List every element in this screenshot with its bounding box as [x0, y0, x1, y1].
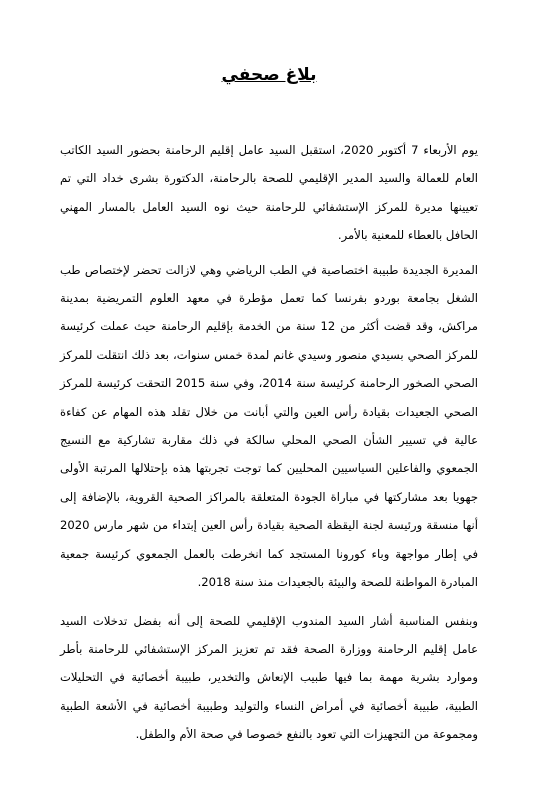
paragraph-biography: المديرة الجديدة طبيبة اختصاصية في الطب الرياضي وهي لازالت تحضر لإختصاص طب الشغل بجامعة بوردو بفرنسا كما تعمل مؤطرة في معهد العلوم التمريضية بمدينة مراكش، وقد قضت أكثر من 12 سنة من الخدمة بإقليم الرحامنة حيث عملت كرئيسة للمركز الصحي بسيدي منصور وسيدي غانم لمدة خمس سنوات، بعد ذلك انتقلت للمركز الصحي الصخور الرحامنة كرئيسة سنة 2014، وفي سنة 2015 التحقت كرئيسة للمركز الصحي الجعيدات بقيادة رأس العين والتي أبانت من خلال تقلد هذه المهام عن كفاءة عالية في تسيير الشأن الصحي المحلي سالكة في ذلك مقاربة تشاركية مع النسيج الجمعوي والفاعلين السياسيين المحليين كما توجت تجربتها هذه بإحتلالها المرتبة الأولى جهويا بعد مشاركتها في مباراة الجودة المتعلقة بالمراكز الصحية القروية، بالإضافة إلى أنها منسقة ورئيسة لجنة اليقظة الصحية بقيادة رأس العين إبتداء من شهر مارس 2020 في إطار مواجهة وباء كورونا المستجد كما انخرطت بالعمل الجمعوي كرئيسة جمعية المبادرة المواطنة للصحة والبيئة بالجعيدات منذ سنة 2018.: [60, 262, 479, 590]
paragraph-reinforcement: وبنفس المناسبة أشار السيد المندوب الإقليمي للصحة إلى أنه بفضل تدخلات السيد عامل إقليم الرحامنة ووزارة الصحة فقد تم تعزيز المركز الإستشفائي للرحامنة بأطر وموارد بشرية مهمة بما فيها طبيب الإنعاش والتخدير، طبيبة أخصائية في التحليلات الطبية، طبيبة أخصائية في أمراض النساء والتوليد وطبيبة أخصائية في الأشعة الطبية ومجموعة من التجهيزات التي تعود بالنفع خصوصا في صحة الأم والطفل.: [60, 613, 478, 742]
paragraph-intro: يوم الأربعاء 7 أكتوبر 2020، استقبل السيد عامل إقليم الرحامنة بحضور السيد الكاتب العام للعمالة والسيد المدير الإقليمي للصحة بالرحامنة، الدكتورة بشرى خداد التي تم تعيينها مديرة للمركز الإستشفائي للرحامنة حيث نوه السيد العامل بالمسار المهني الحافل بالعطاء للمعنية بالأمر.: [60, 143, 478, 243]
document-title: بلاغ صحفي: [221, 65, 317, 85]
